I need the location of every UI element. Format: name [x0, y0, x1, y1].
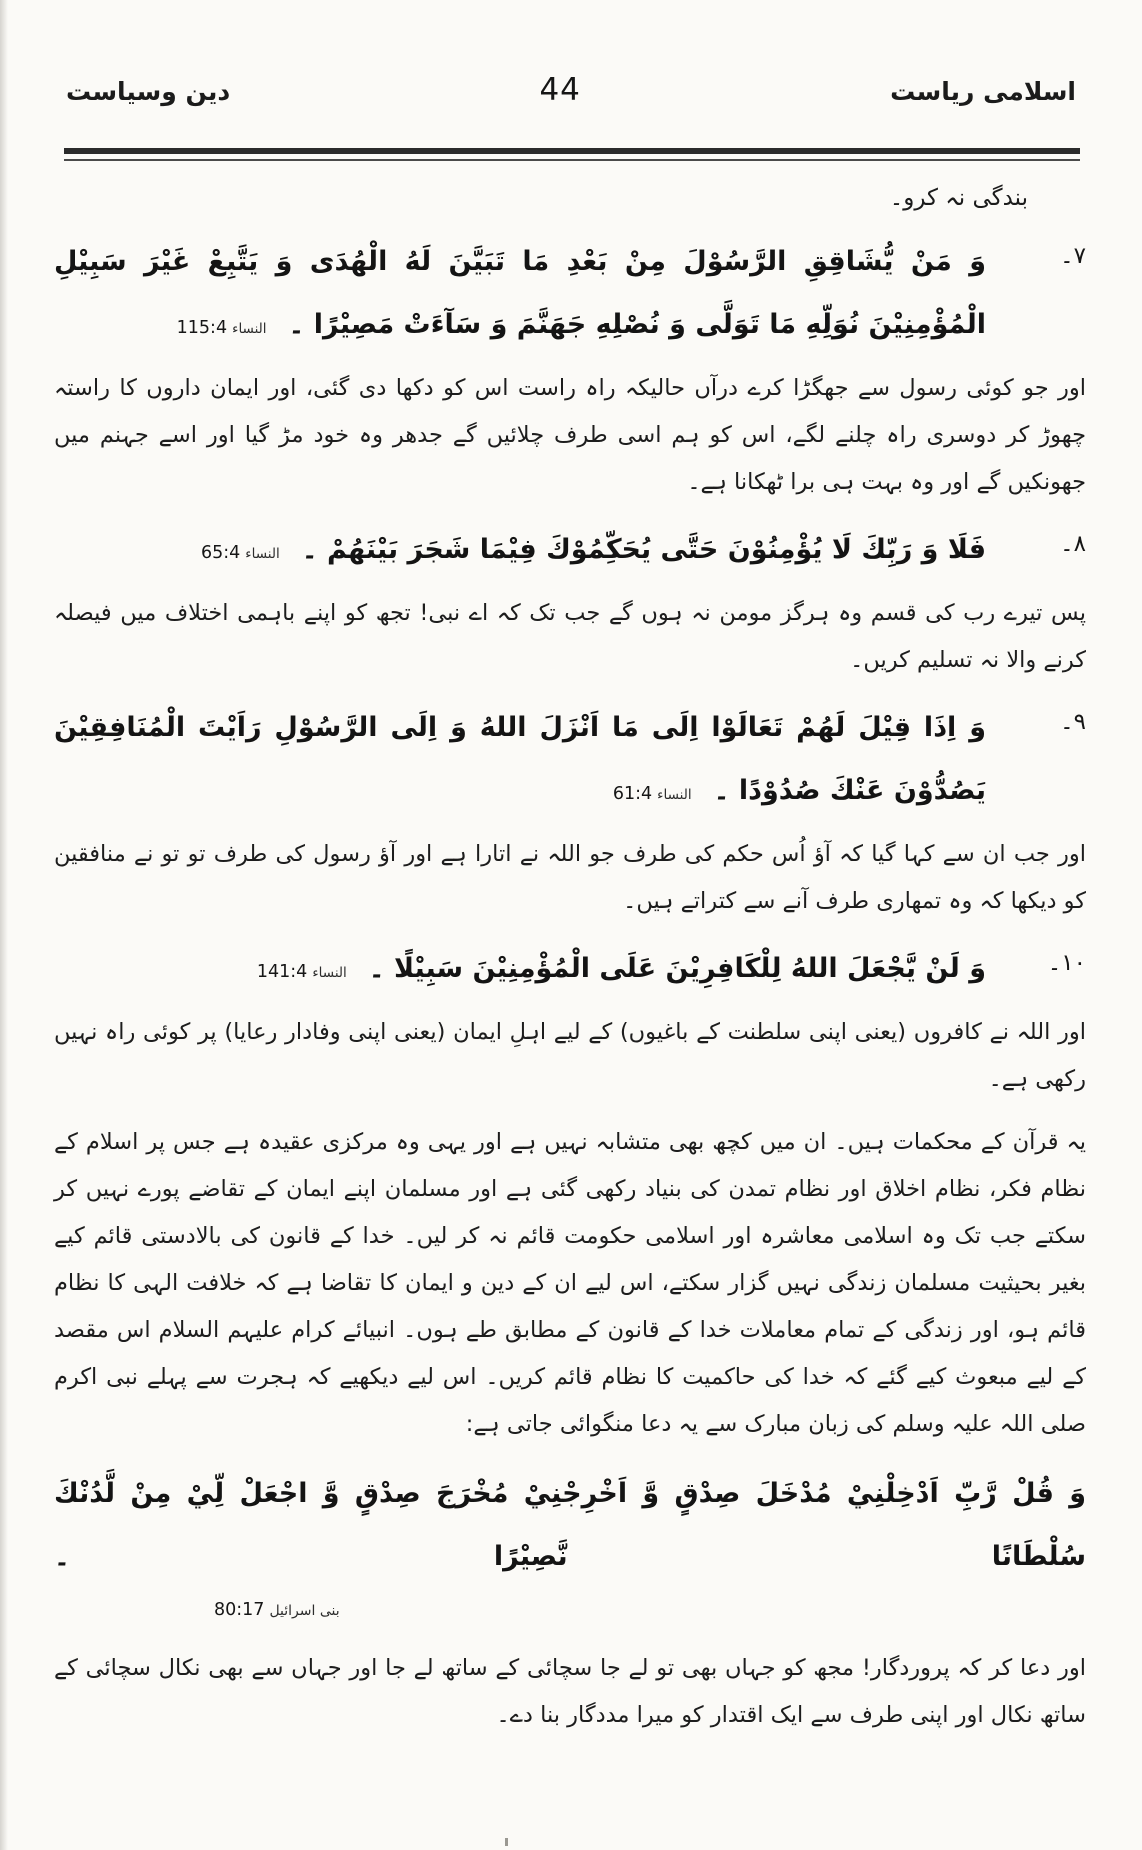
surah-name: بنی اسرائیل [269, 1603, 340, 1619]
quran-verse: وَ لَنْ يَّجْعَلَ اللهُ لِلْكَافِرِيْنَ عَلَى الْمُؤْمِنِيْنَ سَبِيْلًا ۔ [368, 953, 986, 984]
verse-item-8 [54, 518, 1086, 586]
carryover-tail-line: بندگی نہ کرو۔ [889, 185, 1028, 211]
verse-number: ۸۔ [1060, 531, 1086, 557]
verse-translation: اور اللہ نے کافروں (یعنی اپنی سلطنت کے باغیوں) کے لیے اہلِ ایمان (یعنی اپنی وفادار رعایا) پر کوئی راہ نہیں رکھی ہے۔ [54, 1019, 1086, 1092]
dua-verse-arabic: وَ قُلْ رَّبِّ اَدْخِلْنِيْ مُدْخَلَ صِدْقٍ وَّ اَخْرِجْنِيْ مُخْرَجَ صِدْقٍ وَّ اجْعَلْ لِّيْ مِنْ لَّدُنْكَ سُلْطَانًا نَّصِيْرًا ۔ [54, 1478, 1086, 1572]
header-divider-rule [64, 148, 1080, 161]
verse-reference [257, 953, 347, 984]
verse-number: ۹۔ [1060, 709, 1086, 735]
verse-number: ۱۰۔ [1047, 950, 1086, 976]
closing-paragraph: یہ قرآن کے محکمات ہیں۔ ان میں کچھ بھی متشابہ نہیں ہے اور یہی وہ مرکزی عقیدہ ہے جس پر اسلام کے نظام فکر، نظام اخلاق اور نظام تمدن کی بنیاد رکھی گئی ہے اور مسلمان اپنے ایمان کے تقاضے پورے نہیں کر سکتے جب تک وہ اسلامی معاشرہ اور اسلامی حکومت قائم نہ کر لیں۔ خدا کے قانون کی بالادستی قائم کیے بغیر بحیثیت مسلمان زندگی نہیں گزار سکتے، اس لیے ان کے دین و ایمان کا تقاضا ہے کہ خلافت الہی کا نظام قائم ہو، اور زندگی کے تمام معاملات خدا کے قانون کے مطابق طے ہوں۔ انبیائے کرام علیہم السلام اس مقصد کے لیے مبعوث کیے گئے کہ خدا کی حاکمیت کا نظام قائم کریں۔ اس لیے دیکھیے کہ ہجرت سے پہلے نبی اکرم صلی اللہ علیہ وسلم کی زبان مبارک سے یہ دعا منگوائی جاتی ہے: [54, 1129, 1086, 1437]
verse-item-9 [54, 696, 1086, 827]
scan-edge-shadow [0, 0, 8, 1850]
verse-arabic-text [54, 230, 986, 361]
verse-arabic-text [54, 518, 986, 586]
verse-reference [177, 309, 267, 340]
surah-name: النساء [312, 965, 347, 981]
ayah-number: 61:4 [612, 784, 653, 804]
ayah-number: 65:4 [200, 543, 241, 563]
ayah-number: 141:4 [256, 962, 308, 982]
verse-translation: پس تیرے رب کی قسم وہ ہرگز مومن نہ ہوں گے جب تک کہ اے نبی! تجھ کو اپنے باہمی اختلاف میں فیصلہ کرنے والا نہ تسلیم کریں۔ [54, 600, 1086, 673]
verse-reference [613, 775, 692, 806]
ayah-number: 115:4 [176, 318, 228, 338]
quran-verse: فَلَا وَ رَبِّكَ لَا يُؤْمِنُوْنَ حَتَّى يُحَكِّمُوْكَ فِيْمَا شَجَرَ بَيْنَهُمْ ۔ [301, 534, 986, 565]
verse-number: ۷۔ [1060, 243, 1086, 269]
surah-name: النساء [657, 787, 692, 803]
quran-verse: وَ اِذَا قِيْلَ لَهُمْ تَعَالَوْا اِلَى مَا اَنْزَلَ اللهُ وَ اِلَى الرَّسُوْلِ رَاَيْتَ الْمُنَافِقِيْنَ يَصُدُّوْنَ عَنْكَ صُدُوْدًا ۔ [54, 712, 986, 806]
surah-name: النساء [245, 546, 280, 562]
verse-translation: اور جب ان سے کہا گیا کہ آؤ اُس حکم کی طرف جو اللہ نے اتارا ہے اور آؤ رسول کی طرف تو تو نے منافقین کو دیکھا کہ وہ تمھاری طرف آنے سے کتراتے ہیں۔ [54, 841, 1086, 914]
verse-arabic-text [54, 937, 986, 1005]
surah-name: النساء [232, 321, 267, 337]
dua-verse-reference [54, 1590, 1086, 1631]
scan-speck [505, 1838, 508, 1846]
page-header [66, 72, 1076, 108]
dua-translation: اور دعا کر کہ پروردگار! مجھ کو جہاں بھی تو لے جا سچائی کے ساتھ لے جا اور جہاں سے بھی نکال سچائی کے ساتھ نکال اور اپنی طرف سے ایک اقتدار کو میرا مددگار بنا دے۔ [54, 1655, 1086, 1728]
header-left-title: دین وسیاست [66, 77, 231, 106]
verse-item-7 [54, 230, 1086, 361]
page-number: 44 [539, 72, 581, 108]
header-right-title: اسلامی ریاست [890, 77, 1076, 106]
verse-arabic-text [54, 696, 986, 827]
ayah-number: 80:17 [214, 1600, 265, 1620]
page-content [54, 176, 1086, 1751]
verse-item-10 [54, 937, 1086, 1005]
verse-reference [201, 534, 280, 565]
quran-verse: وَ مَنْ يُّشَاقِقِ الرَّسُوْلَ مِنْ بَعْدِ مَا تَبَيَّنَ لَهُ الْهُدَى وَ يَتَّبِعْ غَيْرَ سَبِيْلِ الْمُؤْمِنِيْنَ نُوَلِّهِ مَا تَوَلَّى وَ نُصْلِهِ جَهَنَّمَ وَ سَآءَتْ مَصِيْرًا ۔ [54, 246, 986, 340]
verse-translation: اور جو کوئی رسول سے جھگڑا کرے درآں حالیکہ راہ راست اس کو دکھا دی گئی، اور ایمان داروں کا راستہ چھوڑ کر دوسری راہ چلنے لگے، اس کو ہم اسی طرف چلائیں گے جدھر وہ خود مڑ گیا اور اسے جہنم میں جھونکیں گے اور وہ بہت ہی برا ٹھکانا ہے۔ [54, 375, 1086, 495]
